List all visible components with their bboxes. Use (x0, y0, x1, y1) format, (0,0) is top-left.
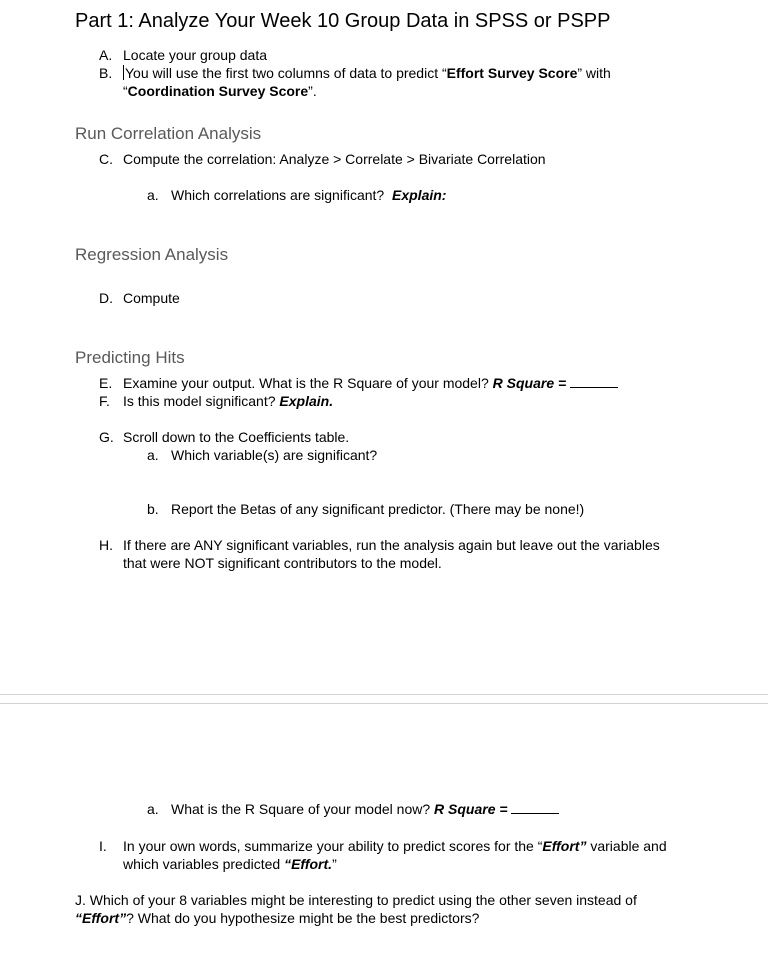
list-item-f (99, 393, 333, 409)
list-marker: A. (99, 47, 113, 63)
list-marker: a. (147, 801, 159, 817)
bold-italic-text: “Effort. (284, 856, 333, 872)
list-text: variable and (586, 838, 667, 854)
list-item-a (99, 47, 267, 63)
page-title: Part 1: Analyze Your Week 10 Group Data in SPSS or PSPP (75, 10, 611, 32)
bold-italic-text: Explain. (279, 393, 334, 409)
list-item-c (99, 151, 546, 167)
list-text: Compute the correlation: Analyze > Correlate > Bivariate Correlation (123, 151, 546, 167)
list-item-h-cont: that were NOT significant contributors to the model. (123, 555, 442, 571)
list-marker: a. (147, 447, 159, 463)
section-heading-predicting: Predicting Hits (75, 348, 185, 367)
list-text: Is this model significant? (123, 393, 276, 409)
list-marker: F. (99, 393, 110, 409)
list-text: Examine your output. What is the R Square of your model? (123, 375, 489, 391)
list-item-i-cont (123, 856, 337, 872)
list-marker: b. (147, 501, 159, 517)
list-marker: C. (99, 151, 113, 167)
list-marker: G. (99, 429, 114, 445)
section-heading-correlation: Run Correlation Analysis (75, 124, 262, 143)
list-marker: a. (147, 187, 159, 203)
list-text: “ (123, 83, 128, 99)
list-text: In your own words, summarize your ability to predict scores for the “ (123, 838, 543, 854)
paragraph-text: ? What do you hypothesize might be the best predictors? (126, 910, 480, 926)
answer-blank (570, 375, 618, 388)
bold-italic-text: R Square = (434, 801, 508, 817)
section-heading-regression: Regression Analysis (75, 245, 229, 264)
list-text: which variables predicted (123, 856, 285, 872)
paragraph-text: J. Which of your 8 variables might be interesting to predict using the other seven instead of (75, 892, 637, 908)
list-text: ” with (577, 65, 611, 81)
bold-text: Effort Survey Score (446, 65, 578, 81)
list-text: ” (332, 856, 337, 872)
list-item-h (99, 537, 660, 553)
paragraph-j (75, 892, 637, 908)
list-marker: B. (99, 65, 113, 81)
list-text: If there are ANY significant variables, run the analysis again but leave out the variables (123, 537, 660, 553)
paragraph-j-cont (75, 910, 479, 926)
list-marker: H. (99, 537, 113, 553)
page-break-line (0, 694, 768, 695)
list-item-g-a (147, 447, 377, 463)
bold-italic-text: Effort” (542, 838, 587, 854)
list-text: Compute (123, 290, 180, 306)
list-text: Scroll down to the Coefficients table. (123, 429, 350, 445)
list-marker: D. (99, 290, 113, 306)
list-marker: E. (99, 375, 113, 391)
bold-italic-text: Explain: (392, 187, 447, 203)
list-text: Which correlations are significant? (171, 187, 385, 203)
list-marker: I. (99, 838, 107, 854)
list-text: What is the R Square of your model now? (171, 801, 431, 817)
list-item-e (99, 375, 618, 391)
list-text: ”. (308, 83, 317, 99)
list-text: Which variable(s) are significant? (171, 447, 378, 463)
bold-italic-text: “Effort” (75, 910, 127, 926)
list-item-i (99, 838, 667, 854)
list-item-g (99, 429, 349, 445)
list-item-h-a (147, 801, 559, 817)
page-break-line (0, 703, 768, 704)
answer-blank (511, 801, 559, 814)
list-item-c-a (147, 187, 446, 203)
list-text: Locate your group data (123, 47, 267, 63)
list-text: Report the Betas of any significant predictor. (There may be none!) (171, 501, 585, 517)
text-cursor (123, 65, 124, 80)
list-text: You will use the first two columns of data to predict “ (125, 65, 447, 81)
bold-italic-text: R Square = (492, 375, 567, 391)
list-item-d (99, 290, 180, 306)
bold-text: Coordination Survey Score (127, 83, 309, 99)
list-item-g-b (147, 501, 584, 517)
list-item-b-cont (123, 83, 317, 99)
list-item-b (99, 65, 611, 81)
